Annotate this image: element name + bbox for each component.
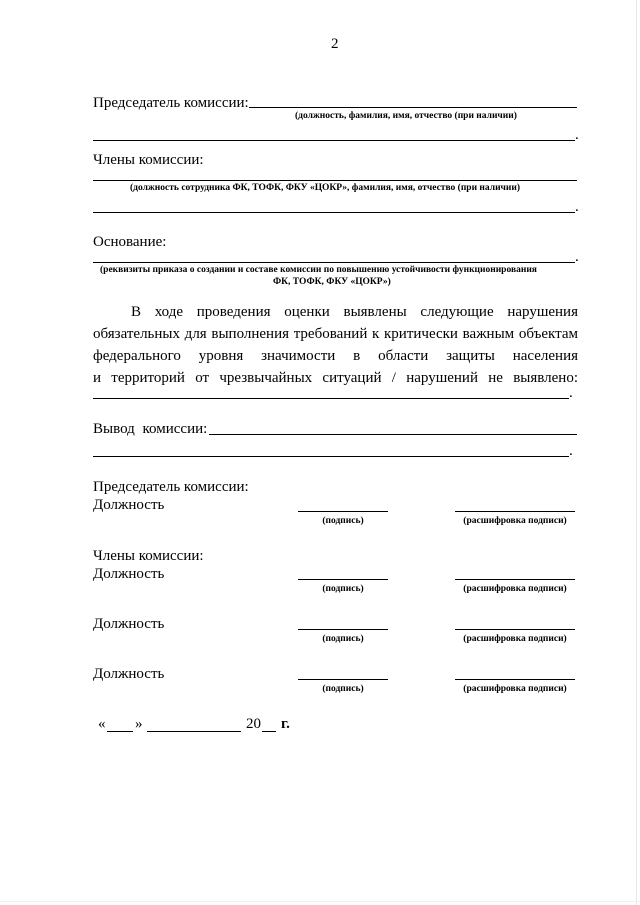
- basis-trailing-dot: .: [575, 249, 579, 265]
- sig-member2-position: Должность: [93, 616, 165, 632]
- sig-member3-signature-line[interactable]: [298, 679, 388, 680]
- sig-member1-decoding-line[interactable]: [455, 579, 575, 580]
- members-field-line[interactable]: [93, 180, 577, 181]
- sig-member3-decoding-caption: (расшифровка подписи): [463, 684, 567, 694]
- page-edge-bottom: [0, 901, 640, 902]
- sig-member2-signature-caption: (подпись): [322, 634, 364, 644]
- members-trailing-dot: .: [575, 199, 579, 215]
- findings-line-3: федерального уровня значимости в области защиты населения: [93, 348, 578, 364]
- sig-members-heading: Члены комиссии:: [93, 548, 204, 564]
- sig-member1-decoding-caption: (расшифровка подписи): [463, 584, 567, 594]
- page-number: 2: [331, 36, 339, 52]
- findings-line-4: и территорий от чрезвычайных ситуаций / нарушений не выявлено:: [93, 370, 578, 386]
- sig-chairman-heading: Председатель комиссии:: [93, 479, 249, 495]
- chairman-field-line[interactable]: [249, 107, 577, 108]
- date-open-quote: «: [98, 716, 106, 732]
- sig-member3-signature-caption: (подпись): [322, 684, 364, 694]
- findings-line-2: обязательных для выполнения требований к критически важным объектам: [93, 326, 578, 342]
- chairman-field-line-2[interactable]: [93, 140, 575, 141]
- sig-chairman-decoding-caption: (расшифровка подписи): [463, 516, 567, 526]
- findings-line-1: В ходе проведения оценки выявлены следующие нарушения: [131, 304, 578, 320]
- date-year-line[interactable]: [262, 731, 276, 732]
- sig-member2-decoding-line[interactable]: [455, 629, 575, 630]
- basis-label: Основание:: [93, 234, 167, 250]
- date-month-line[interactable]: [147, 731, 241, 732]
- members-field-line-2[interactable]: [93, 212, 575, 213]
- sig-member2-decoding-caption: (расшифровка подписи): [463, 634, 567, 644]
- sig-chairman-signature-caption: (подпись): [322, 516, 364, 526]
- conclusion-label: Вывод комиссии:: [93, 421, 208, 437]
- conclusion-field-line[interactable]: [209, 434, 577, 435]
- basis-hint-line-1: (реквизиты приказа о создании и составе комиссии по повышению устойчивости функционирования: [100, 265, 537, 275]
- date-year-suffix: г.: [281, 716, 290, 732]
- chairman-trailing-dot: .: [575, 127, 579, 143]
- sig-chairman-decoding-line[interactable]: [455, 511, 575, 512]
- sig-chairman-position: Должность: [93, 497, 165, 513]
- sig-member1-signature-line[interactable]: [298, 579, 388, 580]
- date-close-quote: »: [135, 716, 143, 732]
- date-day-line[interactable]: [107, 731, 133, 732]
- sig-chairman-signature-line[interactable]: [298, 511, 388, 512]
- date-year-prefix: 20: [246, 716, 261, 732]
- sig-member3-position: Должность: [93, 666, 165, 682]
- sig-member3-decoding-line[interactable]: [455, 679, 575, 680]
- findings-field-line[interactable]: [93, 398, 569, 399]
- conclusion-trailing-dot: .: [569, 443, 573, 459]
- sig-member1-position: Должность: [93, 566, 165, 582]
- page-edge-right: [636, 0, 637, 905]
- members-hint: (должность сотрудника ФК, ТОФК, ФКУ «ЦОКР», фамилия, имя, отчество (при наличии): [130, 183, 521, 193]
- chairman-hint: (должность, фамилия, имя, отчество (при наличии): [295, 111, 517, 121]
- sig-member2-signature-line[interactable]: [298, 629, 388, 630]
- basis-field-line[interactable]: [93, 262, 575, 263]
- chairman-label: Председатель комиссии:: [93, 95, 249, 111]
- basis-hint-line-2: ФК, ТОФК, ФКУ «ЦОКР»): [273, 277, 391, 287]
- conclusion-field-line-2[interactable]: [93, 456, 569, 457]
- findings-trailing-dot: .: [569, 385, 573, 401]
- members-label: Члены комиссии:: [93, 152, 204, 168]
- sig-member1-signature-caption: (подпись): [322, 584, 364, 594]
